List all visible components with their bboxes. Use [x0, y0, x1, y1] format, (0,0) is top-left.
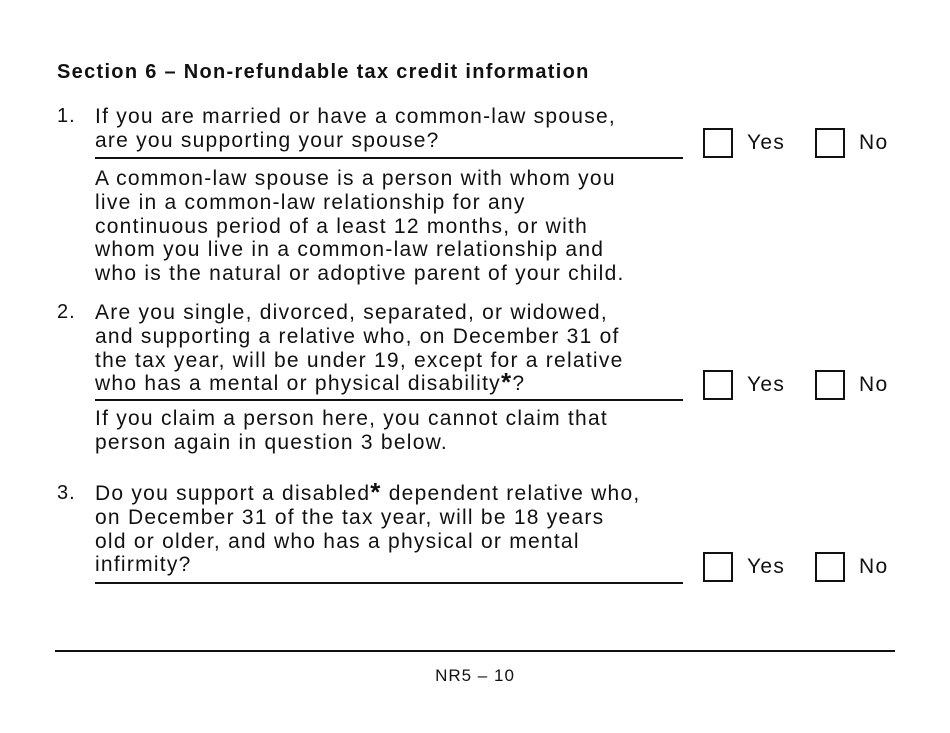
question-line-text: dependent relative who,	[381, 482, 641, 505]
yes-label: Yes	[747, 373, 786, 396]
note-line: live in a common-law relationship for any	[95, 190, 526, 214]
note-line: continuous period of a least 12 months, or with	[95, 214, 589, 238]
asterisk: *	[370, 477, 382, 507]
yes-label: Yes	[747, 131, 786, 154]
question-line: old or older, and who has a physical or mental	[95, 529, 580, 553]
note-line: If you claim a person here, you cannot claim that	[95, 407, 608, 430]
question-3-text	[95, 477, 641, 577]
question-1-yes-checkbox[interactable]	[703, 128, 733, 158]
asterisk: *	[500, 367, 513, 398]
note-line: whom you live in a common-law relationship and	[95, 238, 605, 262]
no-label: No	[859, 373, 889, 396]
question-1-text	[95, 105, 616, 153]
question-3-no-checkbox[interactable]	[815, 552, 845, 582]
footer-divider	[55, 650, 895, 652]
note-line: who is the natural or adoptive parent of your child.	[95, 262, 625, 286]
no-label: No	[859, 131, 889, 154]
question-1-note	[95, 167, 625, 286]
question-2-note	[95, 407, 608, 455]
question-line: are you supporting your spouse?	[95, 128, 440, 152]
page-number: NR5 – 10	[435, 666, 515, 685]
answer-rule	[95, 157, 683, 159]
question-1-no-checkbox[interactable]	[815, 128, 845, 158]
question-line-text: Do you support a disabled	[95, 482, 371, 505]
question-mark: ?	[512, 372, 526, 396]
question-2-no-checkbox[interactable]	[815, 370, 845, 400]
question-line: on December 31 of the tax year, will be 18 years	[95, 505, 605, 529]
question-line	[95, 367, 624, 398]
note-line: person again in question 3 below.	[95, 430, 448, 454]
question-line: infirmity?	[95, 553, 192, 577]
question-1-number: 1.	[57, 105, 76, 127]
answer-rule	[95, 582, 683, 584]
question-line-text: who has a mental or physical disability	[95, 372, 501, 396]
answer-rule	[95, 399, 683, 401]
question-3-yes-checkbox[interactable]	[703, 552, 733, 582]
question-2-yes-checkbox[interactable]	[703, 370, 733, 400]
question-line: If you are married or have a common-law spouse,	[95, 105, 616, 128]
question-line	[95, 477, 641, 507]
section-title: Section 6 – Non-refundable tax credit information	[57, 61, 590, 83]
yes-label: Yes	[747, 555, 786, 578]
note-line: A common-law spouse is a person with whom you	[95, 167, 616, 190]
question-line: and supporting a relative who, on December 31 of	[95, 324, 620, 348]
question-line: the tax year, will be under 19, except for a relative	[95, 348, 624, 372]
question-3-number: 3.	[57, 482, 76, 504]
question-2-text	[95, 301, 624, 396]
question-line: Are you single, divorced, separated, or widowed,	[95, 301, 608, 324]
no-label: No	[859, 555, 889, 578]
question-2-number: 2.	[57, 301, 76, 323]
